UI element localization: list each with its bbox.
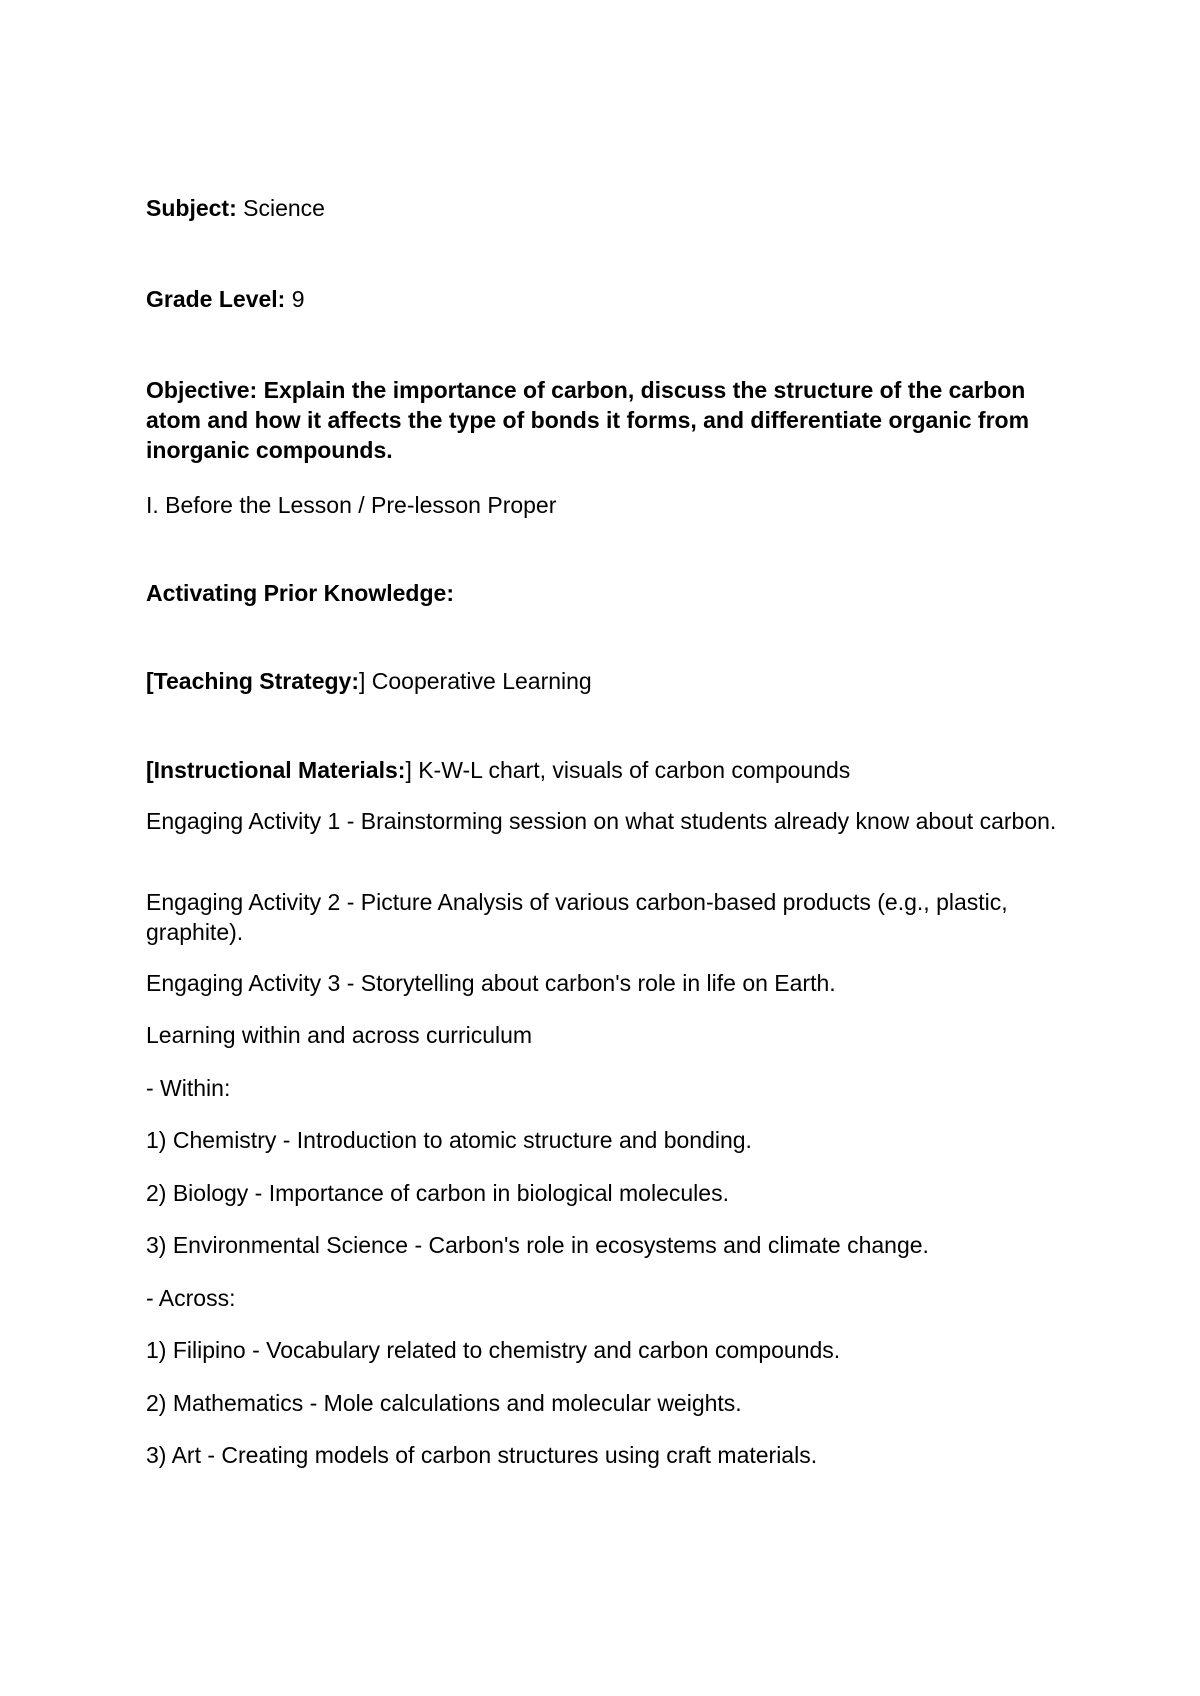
objective-paragraph xyxy=(146,375,1076,465)
within-item-3: 3) Environmental Science - Carbon's role in ecosystems and climate change. xyxy=(146,1232,929,1258)
within-item-1: 1) Chemistry - Introduction to atomic structure and bonding. xyxy=(146,1127,752,1153)
teaching-strategy-line xyxy=(146,666,592,696)
subject-label: Subject: xyxy=(146,195,237,221)
instructional-materials-value: K-W-L chart, visuals of carbon compounds xyxy=(411,757,851,783)
objective-text: Explain the importance of carbon, discuss the structure of the carbon atom and how it affects the type of bonds it forms, and differentiate organic from inorganic compounds. xyxy=(146,377,1030,463)
subject-value: Science xyxy=(236,195,325,221)
instructional-materials-line xyxy=(146,755,850,785)
across-item-3: 3) Art - Creating models of carbon structures using craft materials. xyxy=(146,1442,818,1468)
grade-level-label: Grade Level: xyxy=(146,286,286,312)
across-label: - Across: xyxy=(146,1285,236,1311)
prior-knowledge-heading: Activating Prior Knowledge: xyxy=(146,580,454,606)
objective-label: Objective: xyxy=(146,377,258,403)
engaging-activity-3: Engaging Activity 3 - Storytelling about carbon's role in life on Earth. xyxy=(146,970,836,996)
across-item-1: 1) Filipino - Vocabulary related to chemistry and carbon compounds. xyxy=(146,1337,841,1363)
within-label: - Within: xyxy=(146,1075,231,1101)
subject-line xyxy=(146,193,325,223)
engaging-activity-2: Engaging Activity 2 - Picture Analysis of various carbon-based products (e.g., plastic, graphite). xyxy=(146,889,1008,945)
curriculum-heading: Learning within and across curriculum xyxy=(146,1022,533,1048)
grade-level-line xyxy=(146,284,305,314)
grade-level-value: 9 xyxy=(285,286,305,312)
across-item-2: 2) Mathematics - Mole calculations and molecular weights. xyxy=(146,1390,742,1416)
instructional-materials-label: [Instructional Materials: xyxy=(146,757,406,783)
instructional-materials-bracket: ] xyxy=(405,757,412,783)
teaching-strategy-bracket: ] xyxy=(359,668,366,694)
teaching-strategy-label: [Teaching Strategy: xyxy=(146,668,359,694)
teaching-strategy-value: Cooperative Learning xyxy=(365,668,592,694)
section-title: I. Before the Lesson / Pre-lesson Proper xyxy=(146,492,557,518)
engaging-activity-1: Engaging Activity 1 - Brainstorming session on what students already know about carbon. xyxy=(146,808,1057,834)
within-item-2: 2) Biology - Importance of carbon in biological molecules. xyxy=(146,1180,729,1206)
